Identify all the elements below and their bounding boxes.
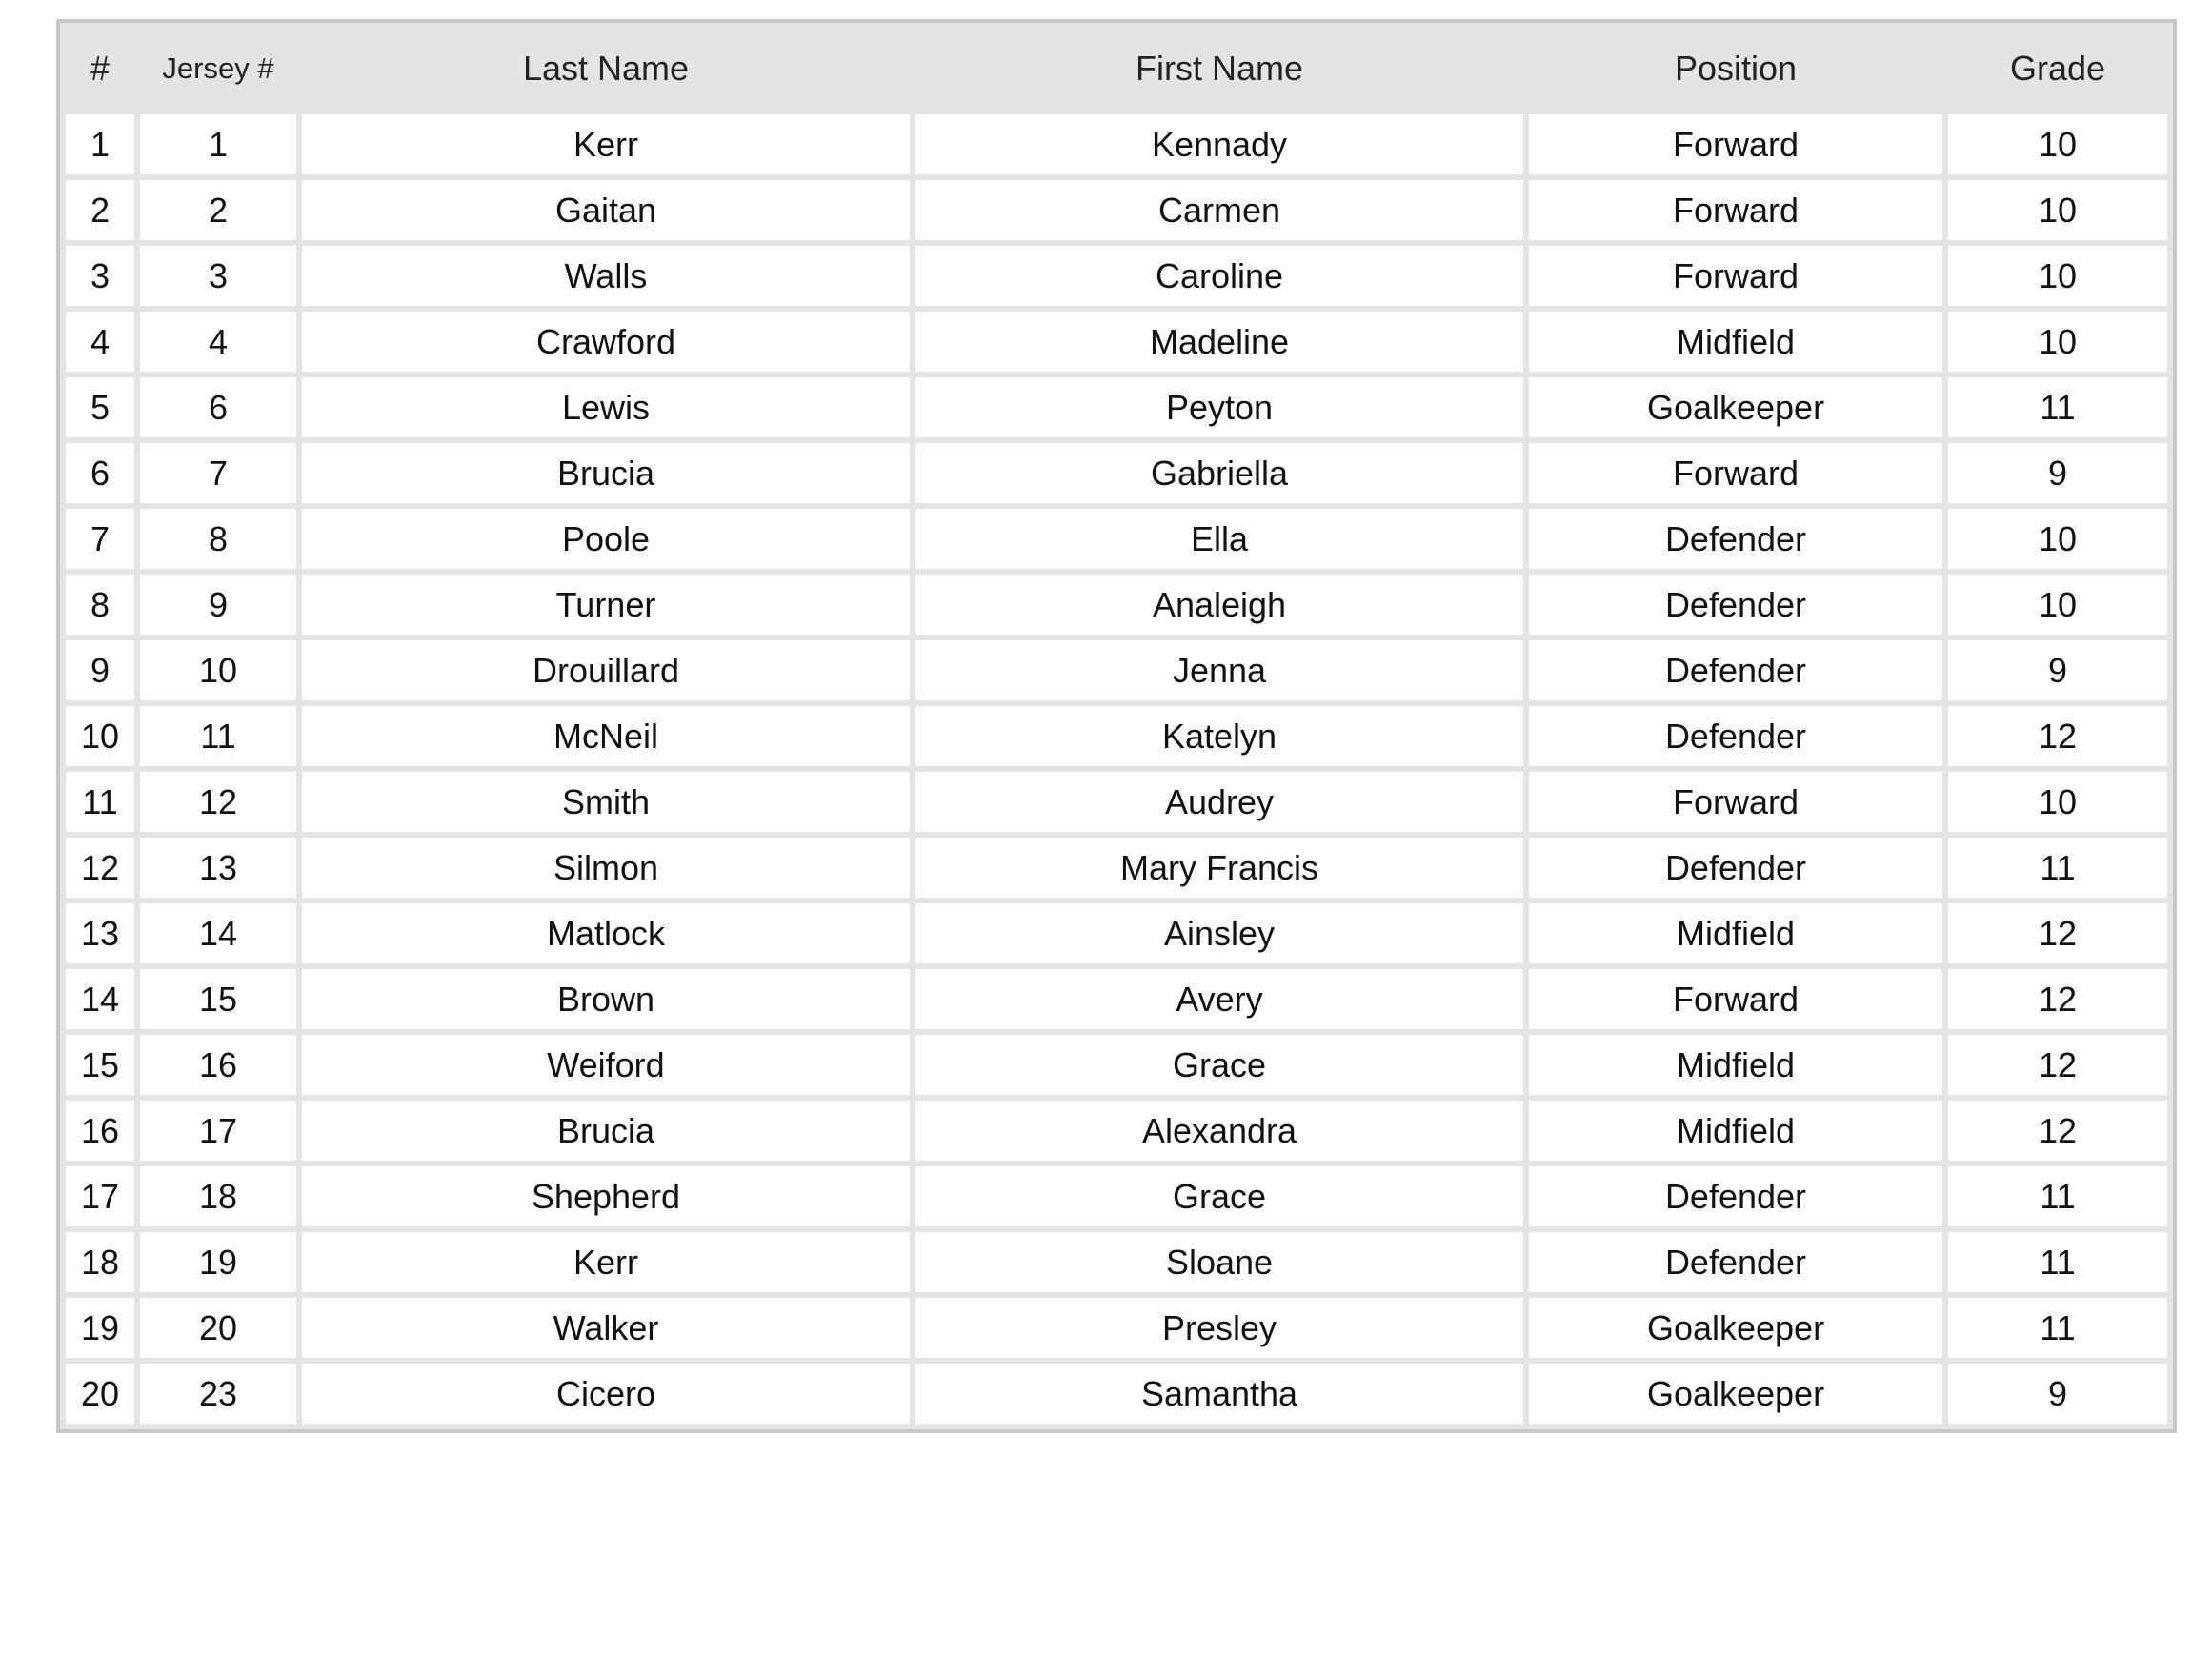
last-name-cell: Gaitan [302,180,910,240]
first-name-cell: Analeigh [915,575,1523,635]
row-index-cell: 17 [66,1166,134,1226]
position-cell: Forward [1529,443,1942,503]
position-cell: Midfield [1529,1101,1942,1161]
position-cell: Midfield [1529,312,1942,372]
grade-cell: 10 [1948,509,2167,569]
table-row [66,1101,2167,1161]
table-row [66,312,2167,372]
last-name-cell: Drouillard [302,640,910,700]
column-header-last-name: Last Name [302,29,910,109]
position-cell: Goalkeeper [1529,377,1942,437]
row-index-cell: 2 [66,180,134,240]
last-name-cell: Weiford [302,1035,910,1095]
table-row [66,1232,2167,1292]
grade-cell: 10 [1948,575,2167,635]
header-row [66,29,2167,109]
first-name-cell: Sloane [915,1232,1523,1292]
table-row [66,706,2167,766]
first-name-cell: Audrey [915,772,1523,832]
first-name-cell: Grace [915,1035,1523,1095]
table-row [66,575,2167,635]
table-row [66,1166,2167,1226]
position-cell: Midfield [1529,1035,1942,1095]
jersey-number-cell: 23 [140,1364,296,1424]
grade-cell: 10 [1948,246,2167,306]
column-header-jersey: Jersey # [140,29,296,109]
position-cell: Defender [1529,706,1942,766]
last-name-cell: Cicero [302,1364,910,1424]
table-row [66,246,2167,306]
first-name-cell: Peyton [915,377,1523,437]
jersey-number-cell: 10 [140,640,296,700]
row-index-cell: 14 [66,969,134,1029]
jersey-number-cell: 16 [140,1035,296,1095]
jersey-number-cell: 15 [140,969,296,1029]
first-name-cell: Kennady [915,114,1523,174]
grade-cell: 11 [1948,1166,2167,1226]
table-row [66,772,2167,832]
last-name-cell: Kerr [302,1232,910,1292]
jersey-number-cell: 20 [140,1298,296,1358]
row-index-cell: 19 [66,1298,134,1358]
grade-cell: 10 [1948,180,2167,240]
jersey-number-cell: 14 [140,903,296,963]
last-name-cell: Poole [302,509,910,569]
row-index-cell: 3 [66,246,134,306]
position-cell: Goalkeeper [1529,1298,1942,1358]
table-row [66,1035,2167,1095]
first-name-cell: Carmen [915,180,1523,240]
roster-table [56,19,2177,1433]
grade-cell: 10 [1948,312,2167,372]
first-name-cell: Avery [915,969,1523,1029]
row-index-cell: 16 [66,1101,134,1161]
row-index-cell: 13 [66,903,134,963]
row-index-cell: 10 [66,706,134,766]
table-row [66,903,2167,963]
grade-cell: 12 [1948,1101,2167,1161]
first-name-cell: Presley [915,1298,1523,1358]
last-name-cell: Lewis [302,377,910,437]
jersey-number-cell: 9 [140,575,296,635]
first-name-cell: Mary Francis [915,838,1523,898]
last-name-cell: Silmon [302,838,910,898]
table-row [66,1298,2167,1358]
first-name-cell: Ainsley [915,903,1523,963]
table-row [66,1364,2167,1424]
table-header [66,29,2167,109]
first-name-cell: Ella [915,509,1523,569]
first-name-cell: Jenna [915,640,1523,700]
grade-cell: 12 [1948,1035,2167,1095]
first-name-cell: Grace [915,1166,1523,1226]
last-name-cell: Walls [302,246,910,306]
grade-cell: 9 [1948,640,2167,700]
jersey-number-cell: 8 [140,509,296,569]
grade-cell: 12 [1948,969,2167,1029]
grade-cell: 11 [1948,838,2167,898]
jersey-number-cell: 6 [140,377,296,437]
row-index-cell: 15 [66,1035,134,1095]
grade-cell: 12 [1948,903,2167,963]
first-name-cell: Samantha [915,1364,1523,1424]
last-name-cell: Crawford [302,312,910,372]
table-row [66,180,2167,240]
last-name-cell: Turner [302,575,910,635]
row-index-cell: 7 [66,509,134,569]
first-name-cell: Madeline [915,312,1523,372]
last-name-cell: Brown [302,969,910,1029]
column-header-grade: Grade [1948,29,2167,109]
last-name-cell: Smith [302,772,910,832]
row-index-cell: 11 [66,772,134,832]
table-row [66,509,2167,569]
last-name-cell: McNeil [302,706,910,766]
grade-cell: 11 [1948,1298,2167,1358]
grade-cell: 12 [1948,706,2167,766]
position-cell: Forward [1529,180,1942,240]
position-cell: Forward [1529,969,1942,1029]
position-cell: Forward [1529,246,1942,306]
first-name-cell: Katelyn [915,706,1523,766]
jersey-number-cell: 12 [140,772,296,832]
jersey-number-cell: 19 [140,1232,296,1292]
row-index-cell: 6 [66,443,134,503]
position-cell: Midfield [1529,903,1942,963]
table-row [66,443,2167,503]
column-header-index: # [66,29,134,109]
last-name-cell: Walker [302,1298,910,1358]
grade-cell: 9 [1948,1364,2167,1424]
jersey-number-cell: 13 [140,838,296,898]
grade-cell: 11 [1948,377,2167,437]
table-row [66,838,2167,898]
position-cell: Defender [1529,575,1942,635]
last-name-cell: Kerr [302,114,910,174]
first-name-cell: Alexandra [915,1101,1523,1161]
row-index-cell: 12 [66,838,134,898]
row-index-cell: 8 [66,575,134,635]
position-cell: Defender [1529,640,1942,700]
first-name-cell: Caroline [915,246,1523,306]
row-index-cell: 4 [66,312,134,372]
row-index-cell: 5 [66,377,134,437]
row-index-cell: 18 [66,1232,134,1292]
position-cell: Forward [1529,772,1942,832]
jersey-number-cell: 18 [140,1166,296,1226]
position-cell: Defender [1529,838,1942,898]
last-name-cell: Brucia [302,1101,910,1161]
jersey-number-cell: 2 [140,180,296,240]
jersey-number-cell: 1 [140,114,296,174]
table-row [66,114,2167,174]
last-name-cell: Brucia [302,443,910,503]
last-name-cell: Matlock [302,903,910,963]
jersey-number-cell: 3 [140,246,296,306]
row-index-cell: 1 [66,114,134,174]
column-header-position: Position [1529,29,1942,109]
jersey-number-cell: 7 [140,443,296,503]
jersey-number-cell: 17 [140,1101,296,1161]
jersey-number-cell: 11 [140,706,296,766]
grade-cell: 10 [1948,772,2167,832]
last-name-cell: Shepherd [302,1166,910,1226]
grade-cell: 9 [1948,443,2167,503]
row-index-cell: 9 [66,640,134,700]
grade-cell: 10 [1948,114,2167,174]
grade-cell: 11 [1948,1232,2167,1292]
table-row [66,377,2167,437]
position-cell: Forward [1529,114,1942,174]
row-index-cell: 20 [66,1364,134,1424]
position-cell: Goalkeeper [1529,1364,1942,1424]
table-row [66,640,2167,700]
jersey-number-cell: 4 [140,312,296,372]
position-cell: Defender [1529,1166,1942,1226]
position-cell: Defender [1529,1232,1942,1292]
table-row [66,969,2167,1029]
position-cell: Defender [1529,509,1942,569]
first-name-cell: Gabriella [915,443,1523,503]
table-body [66,114,2167,1424]
column-header-first-name: First Name [915,29,1523,109]
